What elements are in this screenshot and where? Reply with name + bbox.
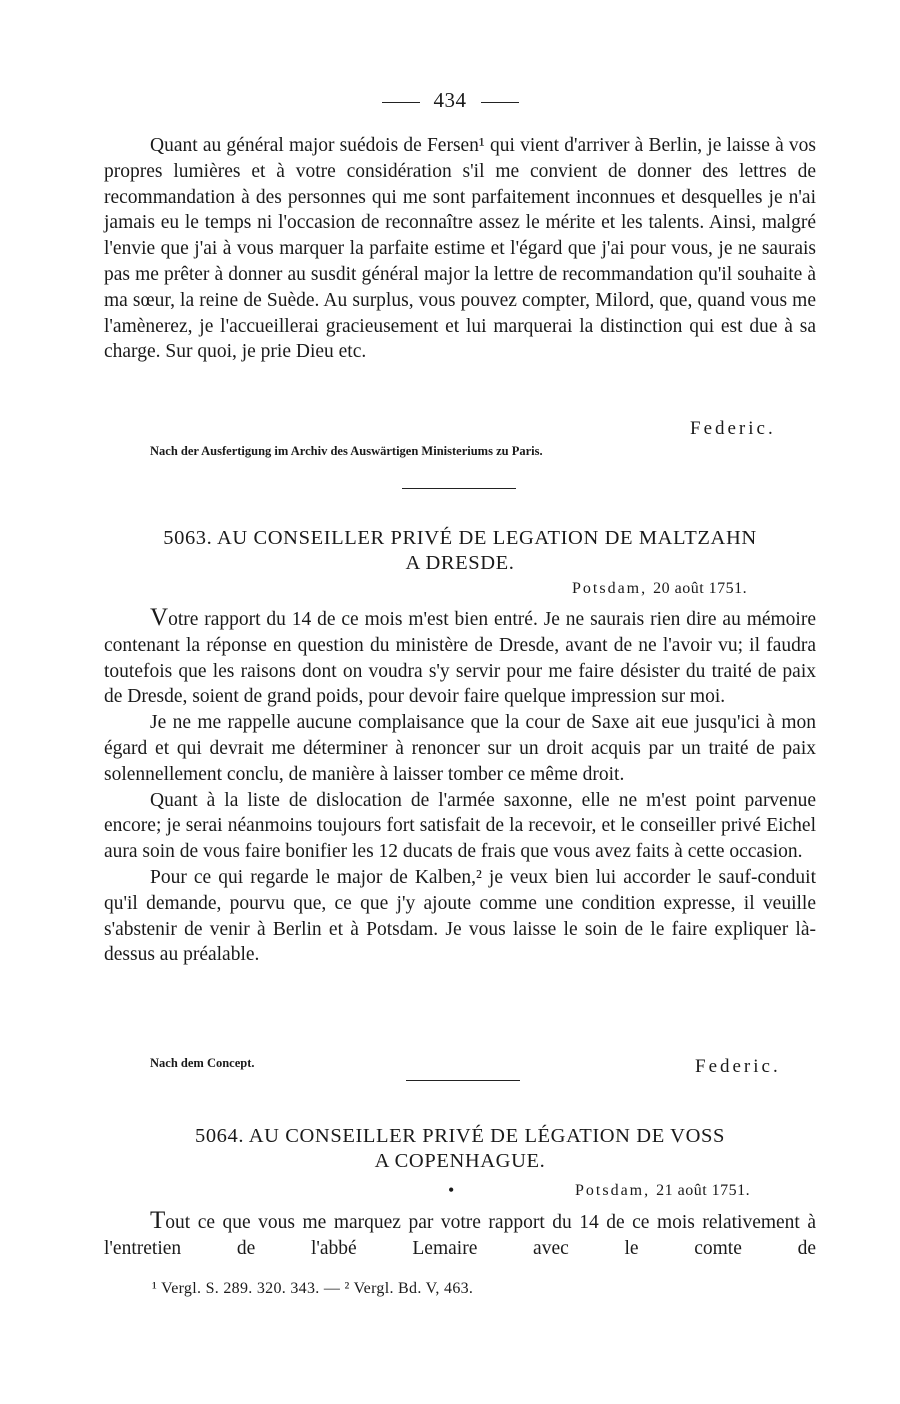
intro-block [104,133,816,365]
page-number: 434 [0,88,900,113]
letter-5063-date: 20 août 1751. [653,580,748,597]
footnotes: ¹ Vergl. S. 289. 320. 343. — ² Vergl. Bd. V, 463. [152,1280,474,1297]
letter-5064-date: 21 août 1751. [656,1182,751,1199]
letter-5064-initial: T [150,1207,166,1234]
letter-5063-paragraph-3: Quant à la liste de dislocation de l'armée saxonne, elle ne m'est point parvenue encore; je serai néanmoins toujours fort satisfait de la recevoir, et le conseiller privé Eichel aura soin de vous faire bonifier les 12 ducats de frais que vous avez faits à cette occasion. [104,789,816,863]
letter-5064-heading-line2: A COPENHAGUE. [374,1150,546,1172]
letter-5064-place: Potsdam, [575,1182,651,1199]
letter-5063-paragraph-1: Votre rapport du 14 de ce mois m'est bien entré. Je ne saurais rien dire au mémoire contenant la réponse en question du ministère de Dresde, avant de ne l'avoir vu; il faudra toutefois que les raisons dont on voudra s'y servir pour me faire désister du traité de paix de Dresde, soient de grand poids, pour devoir faire quelque impression sur moi. [104,604,816,708]
letter-5063-body [104,605,816,968]
letter-5063-heading-line2: A DRESDE. [405,552,515,574]
intro-signature: Federic. [690,418,776,439]
page-number-dash-right [481,102,519,103]
letter-5063-paragraph-2: Je ne me rappelle aucune complaisance que la cour de Saxe ait eue jusqu'ici à mon égard et qui devrait me déterminer à renoncer sur un droit acquis par un traité de paix solennellement conclu, de manière à laisser tomber ce même droit. [104,712,816,785]
letter-5064-paragraph-1: Tout ce que vous me marquez par votre rapport du 14 de ce mois relativement à l'entretien de l'abbé Lemaire avec le comte de [104,1207,816,1259]
letter-5063-source-note: Nach dem Concept. [150,1056,255,1070]
letter-5064-heading-line1: 5064. AU CONSEILLER PRIVÉ DE LÉGATION DE VOSS [194,1125,725,1147]
letter-5064-body [104,1208,816,1262]
stray-ink-mark: • [448,1180,455,1200]
section-divider-2 [406,1080,520,1081]
letter-5063-heading [104,526,816,576]
intro-paragraph: Quant au général major suédois de Fersen¹ qui vient d'arriver à Berlin, je laisse à vos propres lumières et à votre considération s'il me convient de donner des lettres de recommandation à des personnes qui me sont parfaitement inconnues et desquelles je n'ai jamais eu le temps ni l'occasion de reconnaître assez le mérite et les talents. Ainsi, malgré l'envie que j'ai à vous marquer la parfaite estime et l'égard que j'ai pour vous, je ne saurais pas me prêter à donner au susdit général major la lettre de recommandation qu'il souhaite à ma sœur, la reine de Suède. Au surplus, vous pouvez compter, Milord, que, quand vous me l'amènerez, je l'accueillerai gracieusement et lui marquerai la distinction qui est due à sa charge. Sur quoi, je prie Dieu etc. [104,135,816,363]
section-divider-1 [402,488,516,489]
letter-5063-dateline [572,580,747,598]
letter-5063-signature: Federic. [695,1056,781,1077]
intro-source-note: Nach der Ausfertigung im Archiv des Auswärtigen Ministeriums zu Paris. [150,444,543,458]
letter-5063-initial: V [150,604,169,631]
page-number-dash-left [382,102,420,103]
letter-5064-heading [104,1124,816,1174]
letter-5064-dateline [575,1182,750,1200]
letter-5063-place: Potsdam, [572,580,648,597]
letter-5063-heading-line1: 5063. AU CONSEILLER PRIVÉ DE LEGATION DE MALTZAHN [163,527,757,549]
letter-5063-paragraph-4: Pour ce qui regarde le major de Kalben,² je veux bien lui accorder le sauf-conduit qu'il demande, pourvu que, ce que j'y ajoute comme une condition expresse, il veuille s'abstenir de venir à Berlin et à Potsdam. Je vous laisse le soin de le faire expliquer là-dessus au préalable. [104,866,816,966]
